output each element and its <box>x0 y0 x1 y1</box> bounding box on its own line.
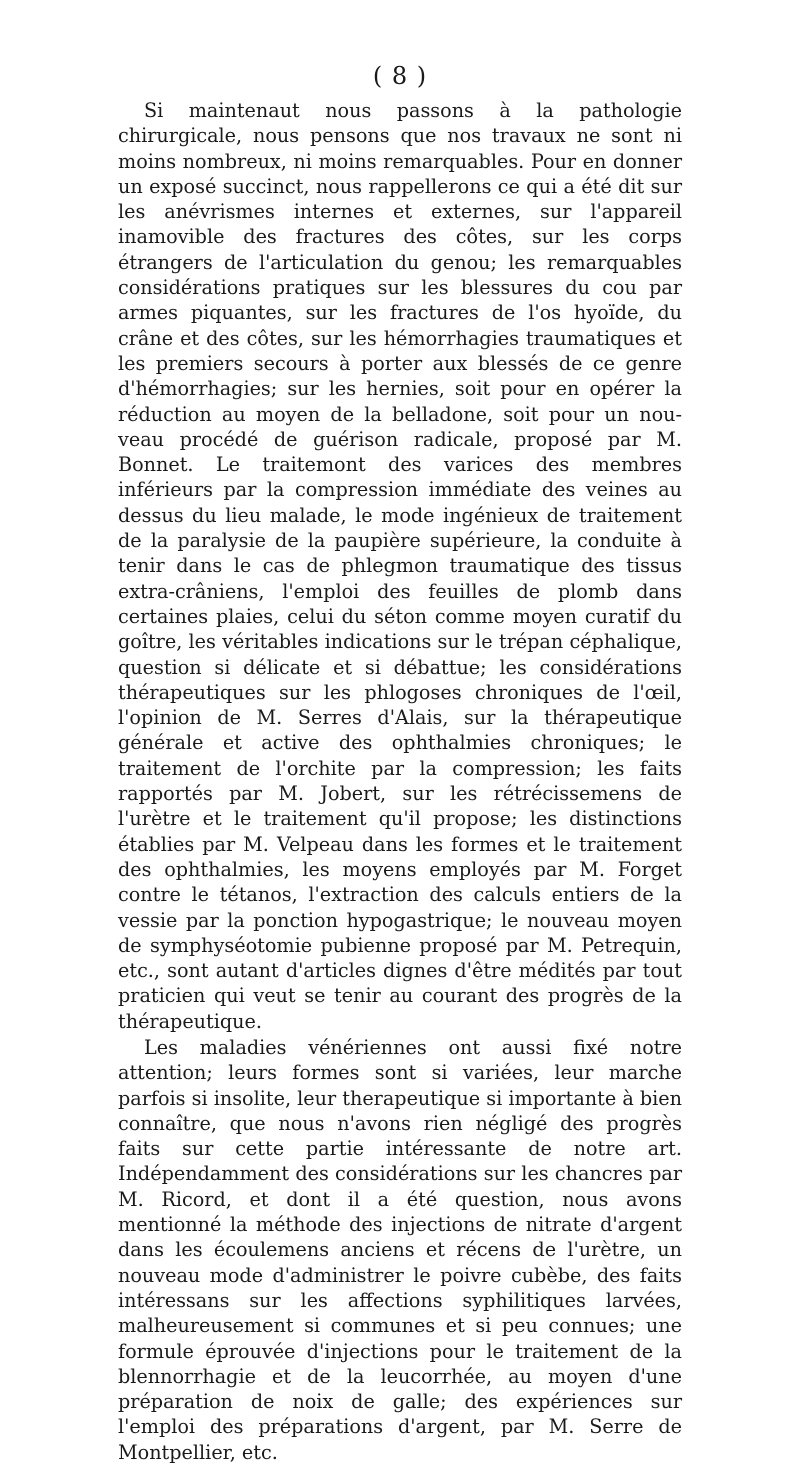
paragraph-surgical-pathology: Si maintenaut nous passons à la pathologie chirurgicale, nous pensons que nos travaux ne sont ni moins nombreux, ni moins remarquables. Pour en donner un exposé succinct, nous rappellerons ce qui a été dit sur les anévrismes internes et externes, sur l'appareil inamovible des fractures des côtes, sur les corps étrangers de l'articulation du genou; les remarquables considérations pratiques sur les blessures du cou par armes piquantes, sur les fractures de l'os hyoïde, du crâne et des côtes, sur les hémorrhagies traumatiques et les premiers secours à porter aux blessés de ce genre d'hémorrhagies; sur les hernies, soit pour en opérer la réduction au moyen de la belladone, soit pour un nouveau procédé de guérison radicale, proposé par M. Bonnet. Le traitemont des varices des membres inférieurs par la compression immédiate des veines au dessus du lieu malade, le mode ingénieux de traitement de la paralysie de la paupière supérieure, la conduite à tenir dans le cas de phlegmon traumatique des tissus extra-crâniens, l'emploi des feuilles de plomb dans certaines plaies, celui du séton comme moyen curatif du goître, les véritables indications sur le trépan céphalique, question si délicate et si débattue; les considérations thérapeutiques sur les phlogoses chroniques de l'œil, l'opinion de M. Serres d'Alais, sur la thérapeutique générale et active des ophthalmies chroniques; le traitement de l'orchite par la compression; les faits rapportés par M. Jobert, sur les rétrécissemens de l'urètre et le traitement qu'il propose; les distinctions établies par M. Velpeau dans les formes et le traitement des ophthalmies, les moyens employés par M. Forget contre le tétanos, l'extraction des calculs entiers de la vessie par la ponction hypogastrique; le nouveau moyen de symphyséotomie pubienne proposé par M. Petrequin, etc., sont autant d'articles dignes d'être médités par tout praticien qui veut se tenir au courant des progrès de la thérapeutique. <box>118 99 682 1033</box>
page-number: ( 8 ) <box>372 62 428 90</box>
paragraph-venereal-diseases: Les maladies vénériennes ont aussi fixé notre attention; leurs formes sont si variées, leur marche parfois si insolite, leur therapeutique si importante à bien connaître, que nous n'avons rien négligé des progrès faits sur cette partie intéressante de notre art. Indépendamment des considérations sur les chancres par M. Ricord, et dont il a été question, nous avons mentionné la méthode des injections de nitrate d'argent dans les écoulemens anciens et récens de l'urètre, un nouveau mode d'administrer le poivre cubèbe, des faits intéressans sur les affections syphilitiques larvées, malheureusement si communes et si peu connues; une formule éprouvée d'injections pour le traitement de la blennorrhagie et de la leucorrhée, au moyen d'une préparation de noix de galle; des expériences sur l'emploi des préparations d'argent, par M. Serre de Montpellier, etc. <box>118 1035 682 1464</box>
